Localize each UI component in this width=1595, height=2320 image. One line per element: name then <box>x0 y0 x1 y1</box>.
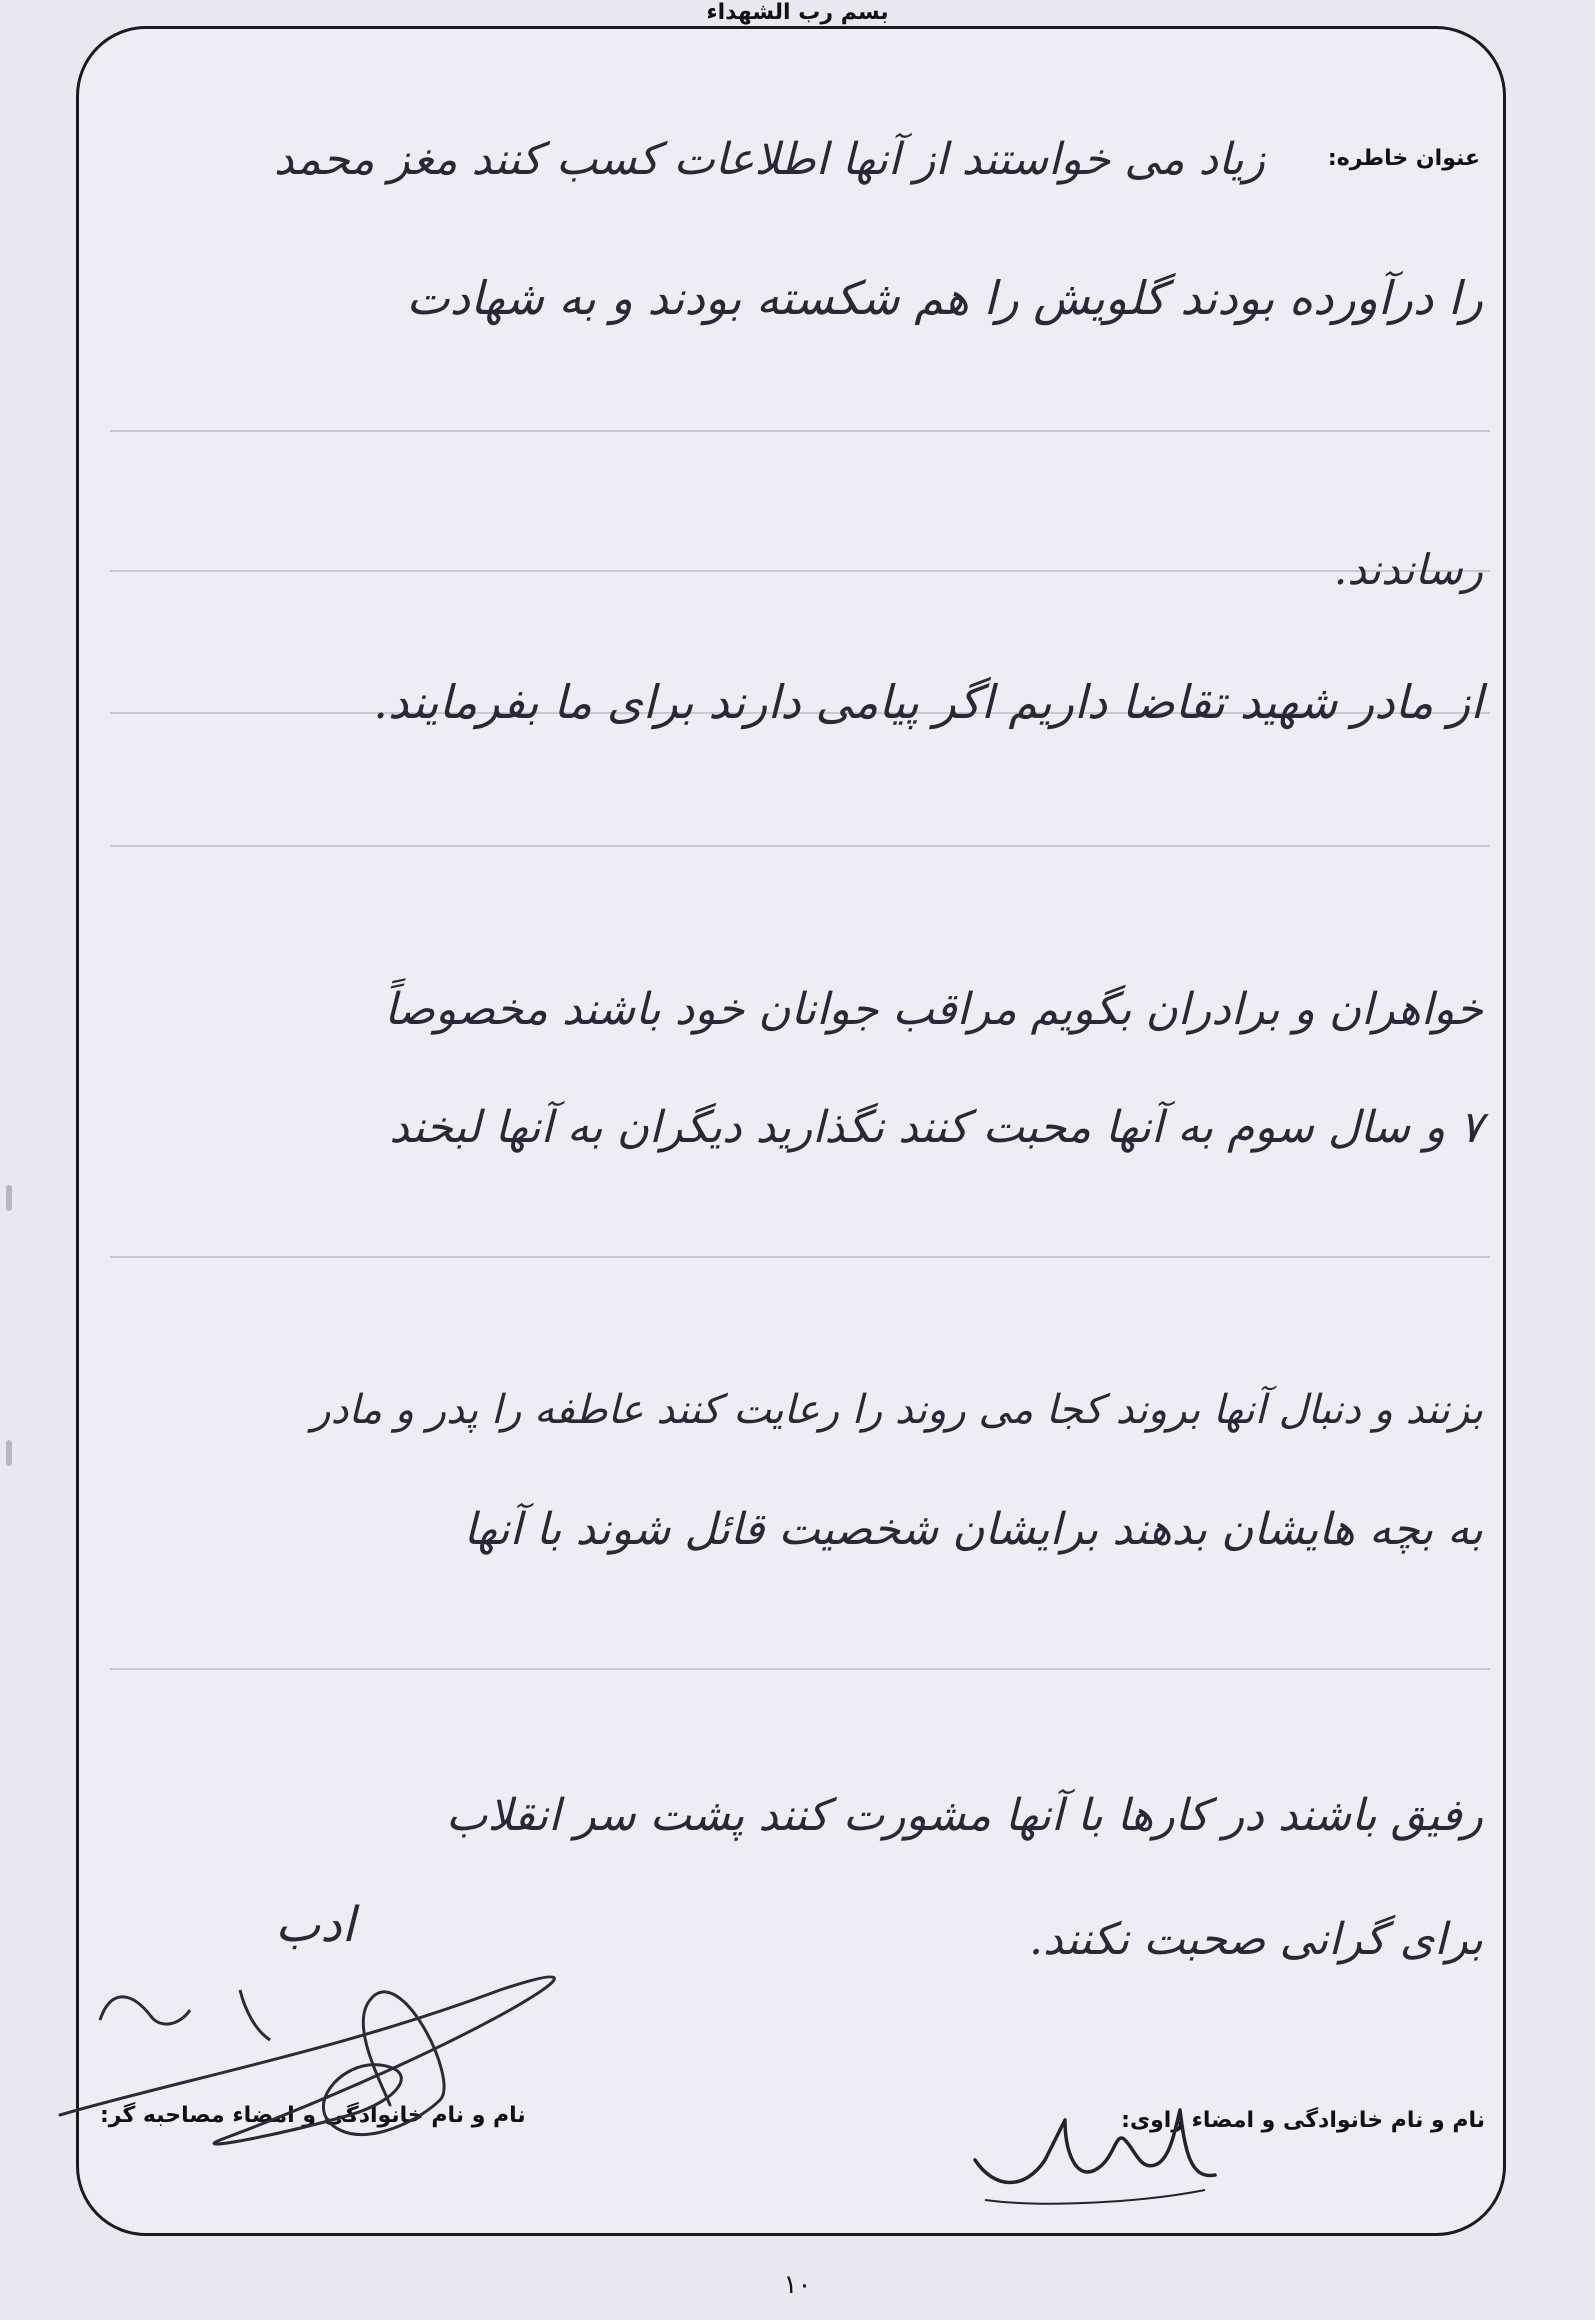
ruled-line <box>110 845 1490 847</box>
handwritten-line: برای گرانی صحبت نکنند. <box>1029 1914 1483 1965</box>
memory-title-label: عنوان خاطره: <box>1327 146 1480 171</box>
handwritten-line: را درآورده بودند گلویش را هم شکسته بودند و به شهادت <box>406 271 1483 325</box>
ruled-line <box>110 430 1490 432</box>
scan-edge-mark <box>6 1185 12 1211</box>
ruled-line <box>110 570 1490 572</box>
handwritten-line: ادب <box>275 1897 355 1953</box>
interviewer-label: نام و نام خانوادگی و امضاء مصاحبه گر: <box>100 2103 526 2128</box>
page-number: ۱۰ <box>783 2270 812 2300</box>
ruled-line <box>110 1256 1490 1258</box>
handwritten-line: به بچه هایشان بدهند برایشان شخصیت قائل شوند با آنها <box>463 1504 1483 1555</box>
interviewee-signature <box>965 2090 1225 2210</box>
handwritten-line: بزنند و دنبال آنها بروند کجا می روند را رعایت کنند عاطفه را پدر و مادر <box>311 1387 1483 1433</box>
interviewer-signature <box>40 1930 640 2170</box>
handwritten-line: خواهران و برادران بگویم مراقب جوانان خود باشند مخصوصاً <box>384 984 1483 1035</box>
page-header-title: بسم رب الشهداء <box>706 0 889 25</box>
handwritten-line: از مادر شهید تقاضا داریم اگر پیامی دارند برای ما بفرمایند. <box>373 675 1483 729</box>
handwritten-line: رساندند. <box>1333 545 1483 594</box>
handwritten-line: رفیق باشند در کارها با آنها مشورت کنند پشت سر انقلاب <box>446 1790 1483 1841</box>
handwritten-line: ۷ و سال سوم به آنها محبت کنند نگذارید دیگران به آنها لبخند <box>389 1102 1483 1153</box>
handwritten-line: زیاد می خواستند از آنها اطلاعات کسب کنند مغز محمد <box>273 134 1265 185</box>
ruled-line <box>110 1668 1490 1670</box>
interviewee-label: نام و نام خانوادگی و امضاء راوی: <box>1121 2108 1485 2133</box>
scan-edge-mark <box>6 1440 12 1466</box>
